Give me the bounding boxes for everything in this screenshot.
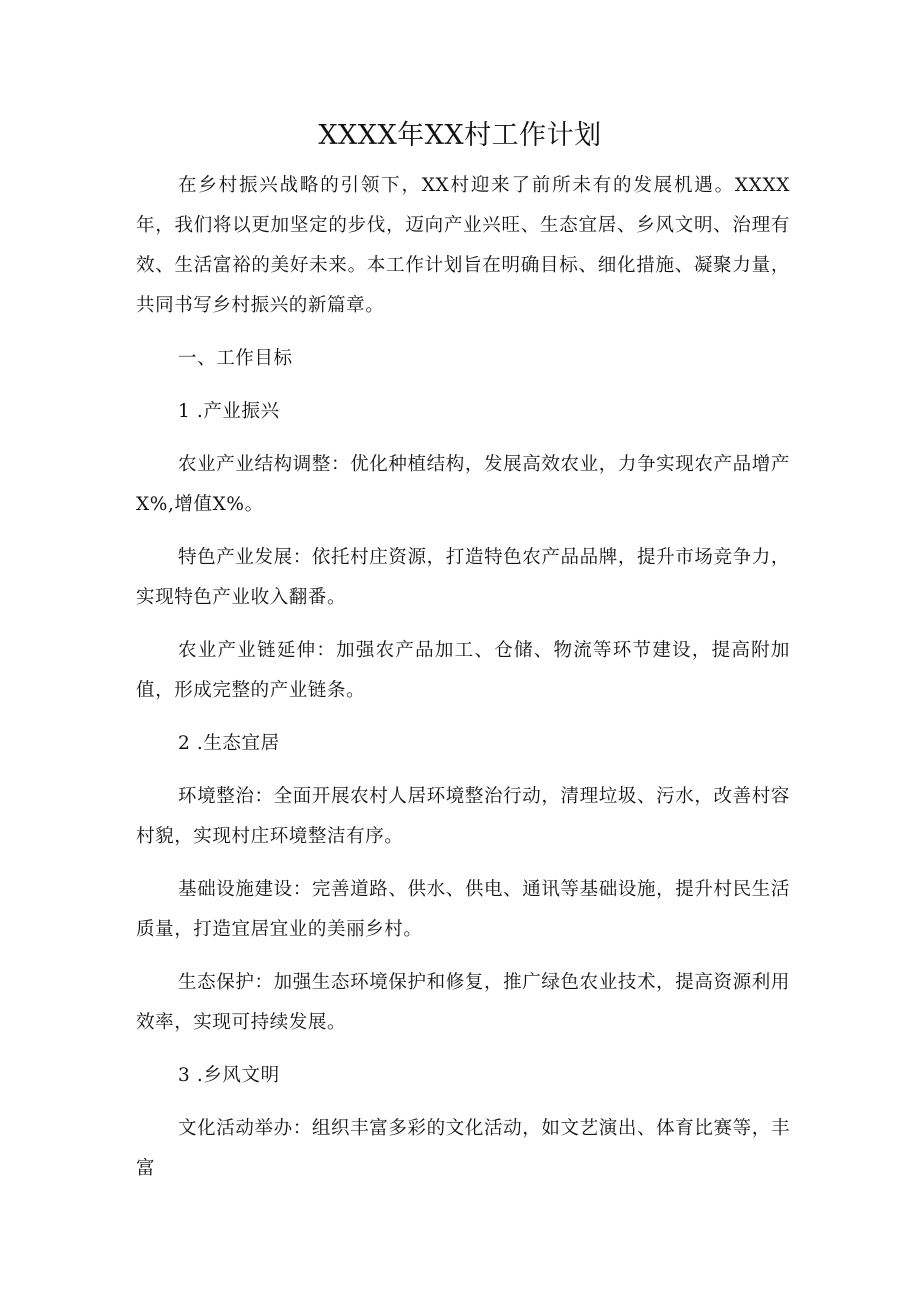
goal-heading-ecology: 2 .生态宜居 bbox=[178, 733, 280, 754]
document-body bbox=[136, 166, 790, 1202]
paragraph-industry-chain: 农业产业链延伸：加强农产品加工、仓储、物流等环节建设，提高附加值，形成完整的产业链条。 bbox=[136, 640, 790, 701]
paragraph-ecological-protection: 生态保护：加强生态环境保护和修复，推广绿色农业技术，提高资源利用效率，实现可持续发展。 bbox=[136, 972, 790, 1033]
document-title: XXXX年XX村工作计划 bbox=[318, 120, 602, 151]
goal-heading-civility: 3 .乡风文明 bbox=[178, 1065, 280, 1086]
paragraph-industry-structure: 农业产业结构调整：优化种植结构，发展高效农业，力争实现农产品增产X%,增值X%。 bbox=[136, 454, 790, 515]
goal-heading-industry: 1 .产业振兴 bbox=[178, 401, 280, 422]
paragraph-cultural-activities: 文化活动举办：组织丰富多彩的文化活动，如文艺演出、体育比赛等，丰富 bbox=[136, 1118, 790, 1179]
paragraph-environment: 环境整治：全面开展农村人居环境整治行动，清理垃圾、污水，改善村容村貌，实现村庄环境整洁有序。 bbox=[136, 786, 790, 847]
section-heading-work-goals: 一、工作目标 bbox=[178, 348, 293, 369]
intro-paragraph: 在乡村振兴战略的引领下，XX村迎来了前所未有的发展机遇。XXXX年，我们将以更加坚定的步伐，迈向产业兴旺、生态宜居、乡风文明、治理有效、生活富裕的美好未来。本工作计划旨在明确目标、细化措施、凝聚力量，共同书写乡村振兴的新篇章。 bbox=[136, 175, 790, 316]
paragraph-specialty-industry: 特色产业发展：依托村庄资源，打造特色农产品品牌，提升市场竞争力，实现特色产业收入翻番。 bbox=[136, 547, 790, 608]
paragraph-infrastructure: 基础设施建设：完善道路、供水、供电、通讯等基础设施，提升村民生活质量，打造宜居宜业的美丽乡村。 bbox=[136, 879, 790, 940]
